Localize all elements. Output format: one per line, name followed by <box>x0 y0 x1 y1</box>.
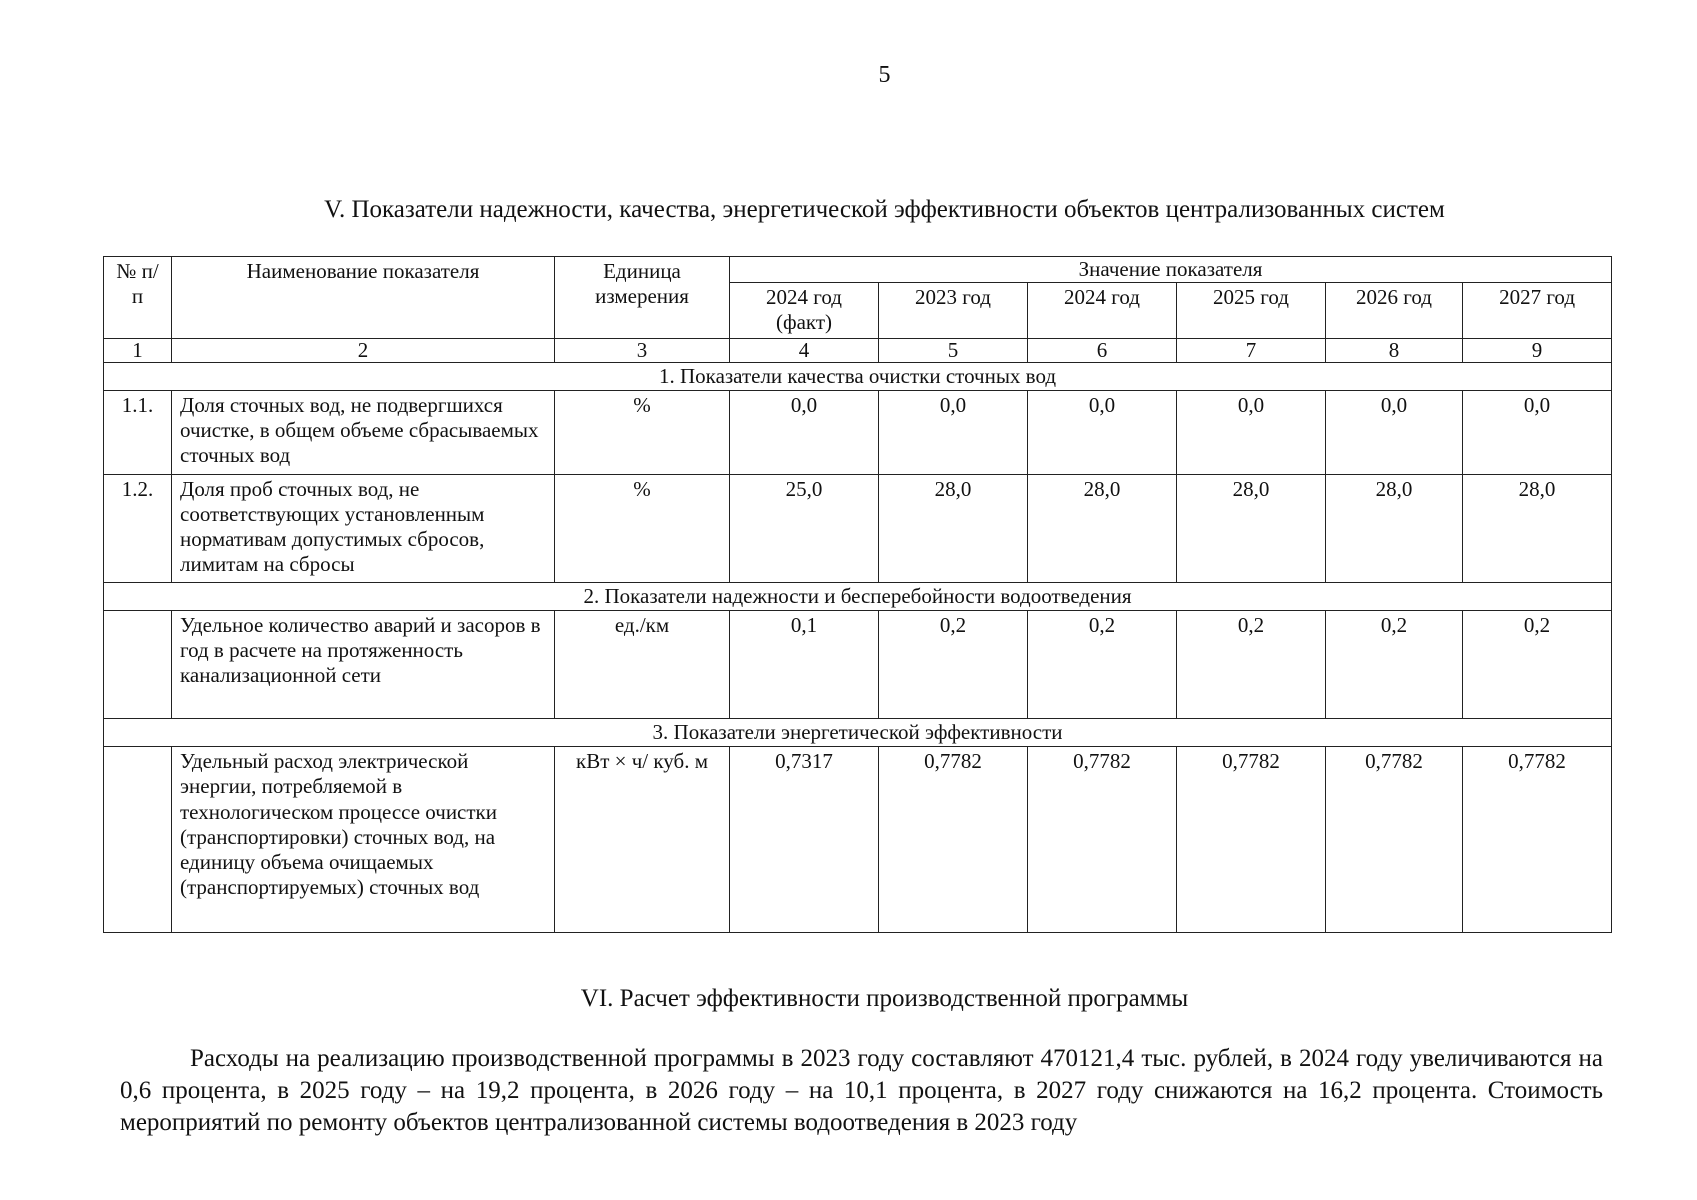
row-value: 0,0 <box>1463 390 1612 474</box>
row-name: Доля сточных вод, не подвергшихся очистке, в общем объеме сбрасываемых сточных вод <box>172 390 555 474</box>
row-value: 0,0 <box>1028 390 1177 474</box>
header-year: 2023 год <box>879 283 1028 338</box>
row-value: 0,7782 <box>1028 747 1177 933</box>
header-row-1 <box>104 257 1612 283</box>
row-value: 0,1 <box>730 611 879 719</box>
row-name: Доля проб сточных вод, не соответствующих установленным нормативам допустимых сбросов, лимитам на сбросы <box>172 474 555 582</box>
row-value: 28,0 <box>1177 474 1326 582</box>
row-unit: % <box>555 474 730 582</box>
section-vi-title: VI. Расчет эффективности производственной программы <box>580 985 1189 1012</box>
row-num: 1.1. <box>104 390 172 474</box>
column-index: 4 <box>730 338 879 362</box>
column-index: 7 <box>1177 338 1326 362</box>
group-title: 1. Показатели качества очистки сточных вод <box>104 362 1612 390</box>
row-num: 1.2. <box>104 474 172 582</box>
row-value: 0,7782 <box>879 747 1028 933</box>
row-num <box>104 611 172 719</box>
table-row <box>104 611 1612 719</box>
row-value: 28,0 <box>1463 474 1612 582</box>
row-value: 0,2 <box>1177 611 1326 719</box>
page-number: 5 <box>878 62 891 88</box>
header-year: 2025 год <box>1177 283 1326 338</box>
row-value: 0,2 <box>879 611 1028 719</box>
row-name: Удельный расход электрической энергии, потребляемой в технологическом процессе очистки (транспортировки) сточных вод, на единицу объема очищаемых (транспортируемых) сточных вод <box>172 747 555 933</box>
section-v-title: V. Показатели надежности, качества, энергетической эффективности объектов централизованных систем <box>324 196 1445 223</box>
header-name: Наименование показателя <box>172 257 555 339</box>
row-name: Удельное количество аварий и засоров в год в расчете на протяженность канализационной сети <box>172 611 555 719</box>
column-index: 2 <box>172 338 555 362</box>
header-year: 2024 год <box>1028 283 1177 338</box>
row-value: 28,0 <box>1028 474 1177 582</box>
header-value-group: Значение показателя <box>730 257 1612 283</box>
column-index: 1 <box>104 338 172 362</box>
row-value: 0,0 <box>730 390 879 474</box>
group-row <box>104 582 1612 610</box>
column-index: 3 <box>555 338 730 362</box>
column-index-row <box>104 338 1612 362</box>
body-paragraph: Расходы на реализацию производственной программы в 2023 году составляют 470121,4 тыс. рублей, в 2024 году увеличиваются на 0,6 процента, в 2025 году – на 19,2 процента, в 2026 году – на 10,1 процента, в 2027 году снижаются на 16,2 процента. Стоимость мероприятий по ремонту объектов централизованной системы водоотведения в 2023 году <box>120 1045 1603 1136</box>
row-num <box>104 747 172 933</box>
header-year: 2024 год (факт) <box>730 283 879 338</box>
header-num: № п/п <box>104 257 172 339</box>
row-value: 0,0 <box>1326 390 1463 474</box>
header-year: 2026 год <box>1326 283 1463 338</box>
indicators-table <box>103 256 1612 933</box>
column-index: 5 <box>879 338 1028 362</box>
row-value: 0,7782 <box>1177 747 1326 933</box>
row-value: 0,0 <box>879 390 1028 474</box>
row-value: 28,0 <box>879 474 1028 582</box>
row-value: 0,2 <box>1326 611 1463 719</box>
row-value: 0,7782 <box>1326 747 1463 933</box>
row-unit: кВт × ч/ куб. м <box>555 747 730 933</box>
row-unit: % <box>555 390 730 474</box>
header-unit: Единица измерения <box>555 257 730 339</box>
table-row <box>104 747 1612 933</box>
row-value: 0,7782 <box>1463 747 1612 933</box>
group-title: 2. Показатели надежности и бесперебойности водоотведения <box>104 582 1612 610</box>
row-unit: ед./км <box>555 611 730 719</box>
header-year: 2027 год <box>1463 283 1612 338</box>
table-row <box>104 474 1612 582</box>
row-value: 0,0 <box>1177 390 1326 474</box>
row-value: 0,7317 <box>730 747 879 933</box>
row-value: 0,2 <box>1463 611 1612 719</box>
row-value: 0,2 <box>1028 611 1177 719</box>
group-title: 3. Показатели энергетической эффективности <box>104 719 1612 747</box>
group-row <box>104 719 1612 747</box>
column-index: 8 <box>1326 338 1463 362</box>
column-index: 9 <box>1463 338 1612 362</box>
row-value: 25,0 <box>730 474 879 582</box>
table-row <box>104 390 1612 474</box>
row-value: 28,0 <box>1326 474 1463 582</box>
group-row <box>104 362 1612 390</box>
column-index: 6 <box>1028 338 1177 362</box>
